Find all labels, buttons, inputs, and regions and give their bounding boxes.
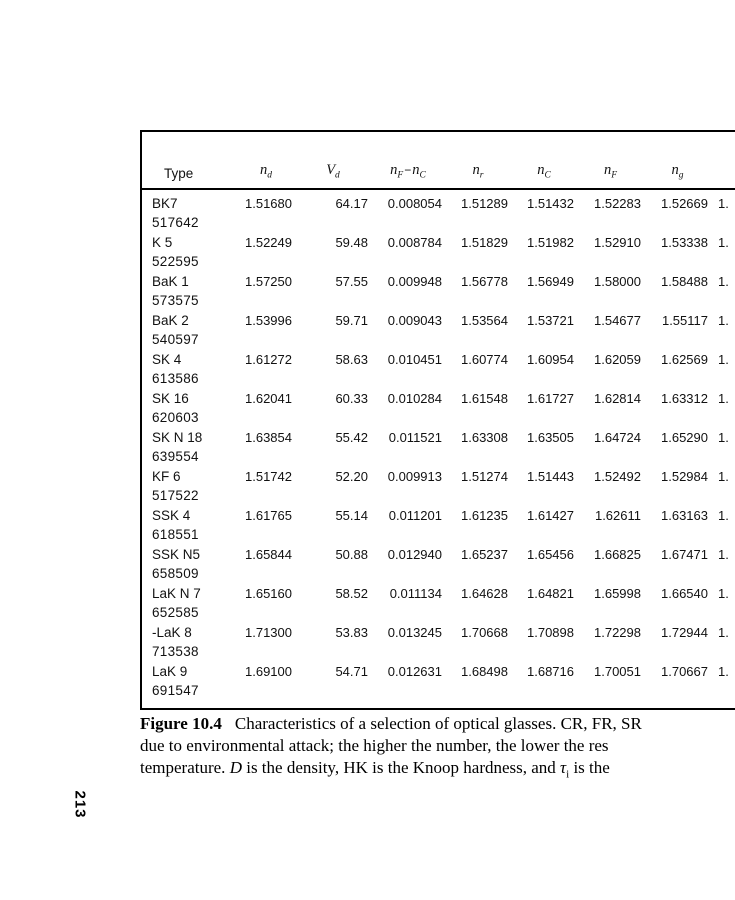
glass-name: BaK 1: [152, 274, 189, 289]
table-row: [142, 352, 735, 391]
col-header-type-label: Type: [164, 166, 194, 181]
value-cell: 53.83: [335, 625, 368, 640]
value-cell: 59.71: [335, 313, 368, 328]
glass-name: LaK 9: [152, 664, 188, 679]
value-cell: 0.013245: [387, 625, 442, 640]
value-cell: 64.17: [335, 196, 368, 211]
value-cell: 1.71300: [245, 625, 292, 640]
value-cell: 1.60954: [527, 352, 574, 367]
glass-type-cell: [142, 664, 237, 703]
glass-code: 618551: [152, 527, 199, 542]
value-cell: 1.52492: [594, 469, 641, 484]
value-cell: 0.008784: [387, 235, 442, 250]
col-header-nc: $n_C$: [537, 162, 551, 181]
value-cell: 1.: [718, 235, 729, 250]
value-cell: 54.71: [335, 664, 368, 679]
table-row: [142, 391, 735, 430]
glass-type-cell: [142, 196, 237, 235]
value-cell: 1.: [718, 391, 729, 406]
value-cell: 0.009913: [387, 469, 442, 484]
value-cell: 1.60774: [461, 352, 508, 367]
value-cell: 1.: [718, 352, 729, 367]
glass-code: 691547: [152, 683, 199, 698]
value-cell: 0.009948: [387, 274, 442, 289]
caption-line-3: temperature. D is the density, HK is the Knoop hardness, and $\tau_i$ is the: [140, 758, 610, 781]
value-cell: 1.63854: [245, 430, 292, 445]
value-cell: 57.55: [335, 274, 368, 289]
glass-name: BaK 2: [152, 313, 189, 328]
table-row: [142, 469, 735, 508]
glass-name: BK7: [152, 196, 178, 211]
tau-symbol: τ: [560, 758, 567, 777]
value-cell: 1.65290: [661, 430, 708, 445]
value-cell: 1.72298: [594, 625, 641, 640]
table-row: [142, 508, 735, 547]
value-cell: 1.52910: [594, 235, 641, 250]
page-number: 213: [71, 790, 89, 819]
col-header-vd: $V_d$: [326, 162, 340, 181]
value-cell: 1.53721: [527, 313, 574, 328]
value-cell: 0.011201: [388, 508, 442, 523]
value-cell: 1.61235: [461, 508, 508, 523]
value-cell: 1.51742: [245, 469, 292, 484]
glass-name: -LaK 8: [152, 625, 192, 640]
optical-glass-table: [140, 130, 735, 710]
value-cell: 1.63308: [461, 430, 508, 445]
value-cell: 1.51680: [245, 196, 292, 211]
value-cell: 0.011134: [389, 586, 442, 601]
glass-code: 613586: [152, 371, 199, 386]
value-cell: 1.57250: [245, 274, 292, 289]
glass-type-cell: [142, 235, 237, 274]
glass-name: KF 6: [152, 469, 181, 484]
value-cell: 0.011521: [388, 430, 442, 445]
figure-label: Figure 10.4: [140, 714, 222, 733]
value-cell: 1.51289: [461, 196, 508, 211]
value-cell: 52.20: [335, 469, 368, 484]
value-cell: 1.: [718, 430, 729, 445]
value-cell: 1.51432: [527, 196, 574, 211]
glass-name: SSK N5: [152, 547, 201, 562]
value-cell: 1.65237: [461, 547, 508, 562]
value-cell: 1.: [718, 586, 729, 601]
value-cell: 1.65160: [245, 586, 292, 601]
glass-type-cell: [142, 391, 237, 430]
value-cell: 1.72944: [661, 625, 708, 640]
value-cell: 1.65844: [245, 547, 292, 562]
col-header-type: [142, 166, 237, 181]
table-row: [142, 625, 735, 664]
value-cell: 1.65998: [594, 586, 641, 601]
value-cell: 0.012631: [387, 664, 442, 679]
glass-type-cell: [142, 313, 237, 352]
value-cell: 1.70898: [527, 625, 574, 640]
value-cell: 1.61765: [245, 508, 292, 523]
value-cell: 1.: [718, 547, 729, 562]
value-cell: 1.62611: [594, 508, 641, 523]
table-body: [142, 190, 735, 703]
value-cell: 1.64821: [527, 586, 574, 601]
value-cell: 0.009043: [387, 313, 442, 328]
value-cell: 1.56778: [461, 274, 508, 289]
value-cell: 1.61427: [527, 508, 574, 523]
value-cell: 1.62569: [661, 352, 708, 367]
value-cell: 1.58000: [594, 274, 641, 289]
value-cell: 1.63163: [661, 508, 708, 523]
glass-code: 522595: [152, 254, 199, 269]
value-cell: 1.51982: [527, 235, 574, 250]
glass-code: 639554: [152, 449, 199, 464]
glass-code: 573575: [152, 293, 199, 308]
value-cell: 1.70668: [461, 625, 508, 640]
value-cell: 59.48: [335, 235, 368, 250]
value-cell: 1.52984: [661, 469, 708, 484]
density-symbol: D: [229, 758, 242, 777]
value-cell: 0.010284: [387, 391, 442, 406]
value-cell: 1.64628: [461, 586, 508, 601]
value-cell: 1.: [718, 196, 729, 211]
caption-text-1: Characteristics of a selection of optical glasses. CR, FR, SR: [234, 714, 642, 733]
value-cell: 0.008054: [387, 196, 442, 211]
value-cell: 1.66540: [661, 586, 708, 601]
value-cell: 50.88: [335, 547, 368, 562]
value-cell: 1.: [718, 508, 729, 523]
glass-type-cell: [142, 508, 237, 547]
glass-name: SK 4: [152, 352, 182, 367]
col-header-nd: $n_d$: [260, 162, 272, 181]
table-row: [142, 196, 735, 235]
value-cell: 58.52: [335, 586, 368, 601]
value-cell: 1.70051: [594, 664, 641, 679]
figure-caption: [140, 713, 735, 785]
value-cell: 1.70667: [661, 664, 708, 679]
value-cell: 0.012940: [387, 547, 442, 562]
value-cell: 55.14: [335, 508, 368, 523]
glass-code: 652585: [152, 605, 199, 620]
glass-code: 517522: [152, 488, 199, 503]
glass-name: SK 16: [152, 391, 189, 406]
glass-type-cell: [142, 586, 237, 625]
value-cell: 1.62814: [594, 391, 641, 406]
caption-line-1: [140, 713, 735, 735]
table-row: [142, 235, 735, 274]
glass-type-cell: [142, 469, 237, 508]
value-cell: 1.62059: [594, 352, 641, 367]
col-header-nf-minus-nc: $n_F-n_C$: [390, 162, 426, 181]
value-cell: 1.51274: [461, 469, 508, 484]
value-cell: 0.010451: [387, 352, 442, 367]
value-cell: 1.53338: [661, 235, 708, 250]
table-header-row: [142, 132, 735, 190]
value-cell: 1.: [718, 625, 729, 640]
glass-code: 620603: [152, 410, 199, 425]
glass-type-cell: [142, 547, 237, 586]
value-cell: 1.68498: [461, 664, 508, 679]
col-header-nr: $n_r$: [472, 162, 484, 181]
caption-text-2: due to environmental attack; the higher the number, the lower the res: [140, 736, 609, 755]
value-cell: 1.64724: [594, 430, 641, 445]
glass-code: 713538: [152, 644, 199, 659]
glass-name: SK N 18: [152, 430, 203, 445]
glass-code: 540597: [152, 332, 199, 347]
value-cell: 58.63: [335, 352, 368, 367]
value-cell: 1.: [718, 274, 729, 289]
glass-type-cell: [142, 625, 237, 664]
glass-type-cell: [142, 352, 237, 391]
glass-name: K 5: [152, 235, 173, 250]
glass-code: 658509: [152, 566, 199, 581]
value-cell: 1.56949: [527, 274, 574, 289]
value-cell: 1.: [718, 469, 729, 484]
value-cell: 1.: [718, 313, 729, 328]
glass-name: LaK N 7: [152, 586, 201, 601]
glass-type-cell: [142, 430, 237, 469]
value-cell: 1.52249: [245, 235, 292, 250]
glass-type-cell: [142, 274, 237, 313]
table-row: [142, 586, 735, 625]
value-cell: 1.69100: [245, 664, 292, 679]
value-cell: 1.61727: [527, 391, 574, 406]
caption-line-2: [140, 735, 735, 757]
glass-code: 517642: [152, 215, 199, 230]
glass-name: SSK 4: [152, 508, 191, 523]
value-cell: 1.52669: [661, 196, 708, 211]
value-cell: 1.55117: [661, 313, 708, 328]
value-cell: 1.66825: [594, 547, 641, 562]
value-cell: 1.63505: [527, 430, 574, 445]
value-cell: 1.61548: [461, 391, 508, 406]
value-cell: 1.67471: [661, 547, 708, 562]
value-cell: 1.53996: [245, 313, 292, 328]
value-cell: 1.51443: [527, 469, 574, 484]
value-cell: 1.68716: [527, 664, 574, 679]
value-cell: 1.63312: [661, 391, 708, 406]
table-row: [142, 664, 735, 703]
value-cell: 1.58488: [661, 274, 708, 289]
value-cell: 1.65456: [527, 547, 574, 562]
value-cell: 55.42: [335, 430, 368, 445]
value-cell: 1.62041: [245, 391, 292, 406]
table-row: [142, 313, 735, 352]
table-row: [142, 430, 735, 469]
value-cell: 1.54677: [594, 313, 641, 328]
value-cell: 1.53564: [461, 313, 508, 328]
col-header-ng: $n_g$: [671, 162, 684, 181]
table-row: [142, 547, 735, 586]
value-cell: 1.: [718, 664, 729, 679]
value-cell: 60.33: [335, 391, 368, 406]
table-row: [142, 274, 735, 313]
value-cell: 1.51829: [461, 235, 508, 250]
col-header-nf: $n_F$: [603, 162, 618, 181]
value-cell: 1.52283: [594, 196, 641, 211]
value-cell: 1.61272: [245, 352, 292, 367]
